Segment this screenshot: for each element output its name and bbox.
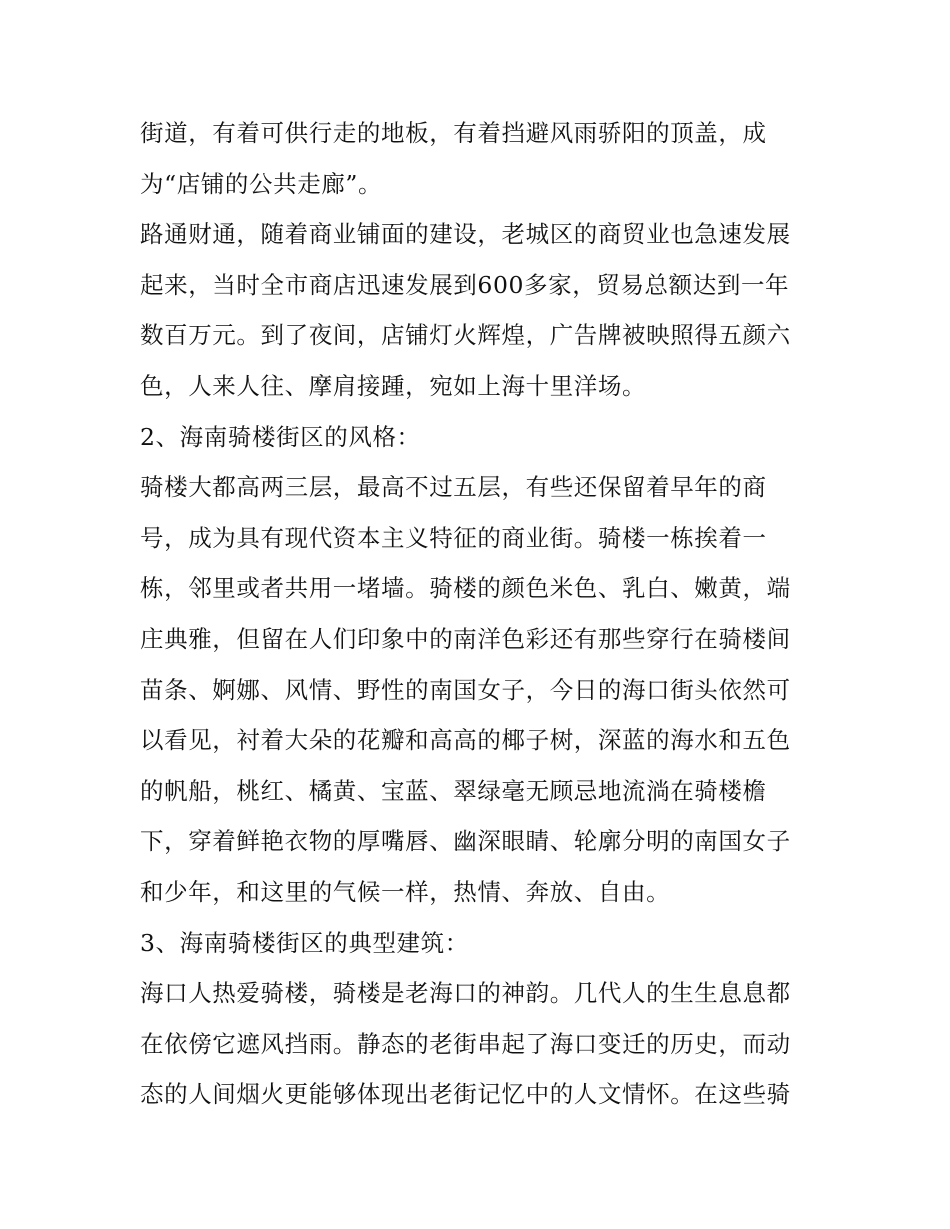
- text-line: 在依傍它遮风挡雨。静态的老街串起了海口变迁的历史，而动: [140, 1029, 791, 1058]
- section-heading: 2、海南骑楼街区的风格：: [140, 422, 421, 451]
- text-line: 下，穿着鲜艳衣物的厚嘴唇、幽深眼睛、轮廓分明的南国女子: [140, 827, 791, 856]
- text-line: 的帆船，桃红、橘黄、宝蓝、翠绿毫无顾忌地流淌在骑楼檐: [140, 776, 767, 805]
- text-line: 骑楼大都高两三层，最高不过五层，有些还保留着早年的商: [140, 473, 767, 502]
- text-line: 栋，邻里或者共用一堵墙。骑楼的颜色米色、乳白、嫩黄，端: [140, 574, 791, 603]
- text-line: 数百万元。到了夜间，店铺灯火辉煌，广告牌被映照得五颜六: [140, 321, 791, 350]
- text-line: 为“店铺的公共走廊”。: [140, 169, 383, 198]
- section-heading: 3、海南骑楼街区的典型建筑：: [140, 928, 469, 957]
- text-line: 海口人热爱骑楼，骑楼是老海口的神韵。几代人的生生息息都: [140, 979, 791, 1008]
- text-line: 庄典雅，但留在人们印象中的南洋色彩还有那些穿行在骑楼间: [140, 624, 791, 653]
- text-line: 号，成为具有现代资本主义特征的商业街。骑楼一栋挨着一: [140, 523, 767, 552]
- text-line: 色，人来人往、摩肩接踵，宛如上海十里洋场。: [140, 371, 647, 400]
- text-line: 苗条、婀娜、风情、野性的南国女子，今日的海口街头依然可: [140, 675, 791, 704]
- text-line: 以看见，衬着大朵的花瓣和高高的椰子树，深蓝的海水和五色: [140, 726, 791, 755]
- text-line: 起来，当时全市商店迅速发展到600多家，贸易总额达到一年: [140, 270, 790, 299]
- text-line: 和少年，和这里的气候一样，热情、奔放、自由。: [140, 877, 671, 906]
- body-text: [140, 108, 820, 1120]
- text-line: 态的人间烟火更能够体现出老街记忆中的人文情怀。在这些骑: [140, 1080, 791, 1109]
- text-line: 街道，有着可供行走的地板，有着挡避风雨骄阳的顶盖，成: [140, 119, 767, 147]
- text-line: 路通财通，随着商业铺面的建设，老城区的商贸业也急速发展: [140, 220, 791, 249]
